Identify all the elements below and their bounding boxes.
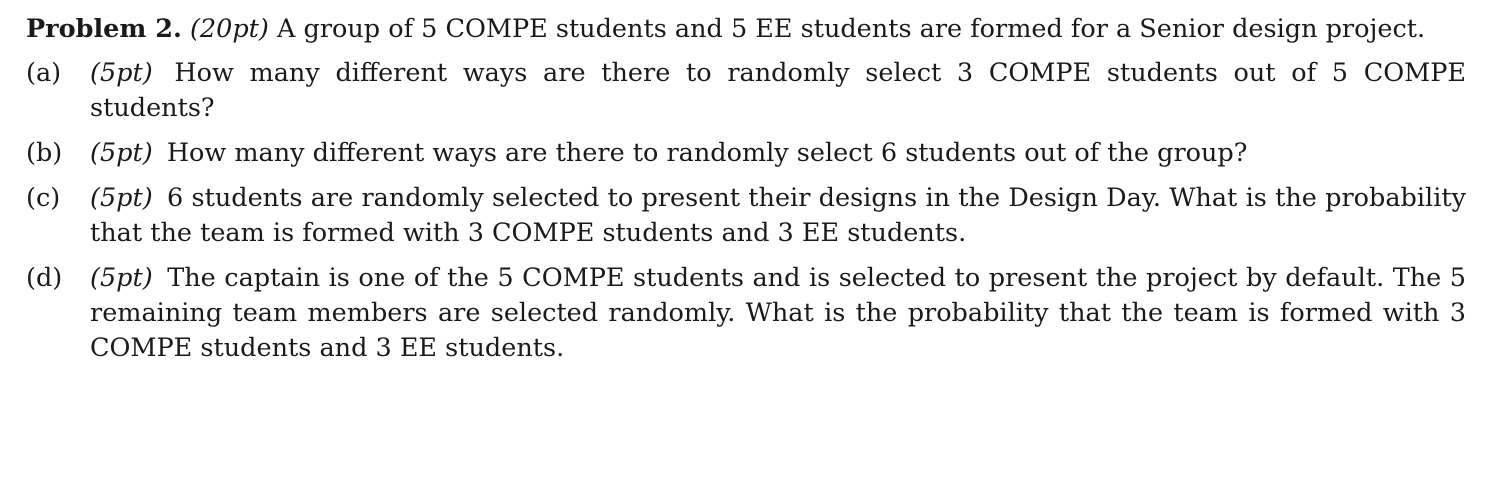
- problem-block: [26, 10, 1466, 376]
- part-points: (5pt): [90, 138, 153, 168]
- problem-parts: [26, 56, 1466, 366]
- problem-statement: A group of 5 COMPE students and 5 EE students are formed for a Senior design project.: [276, 14, 1426, 44]
- part-d: [26, 261, 1466, 366]
- part-points: (5pt): [90, 263, 153, 293]
- part-c: [26, 181, 1466, 251]
- part-a: [26, 56, 1466, 126]
- problem-label: Problem 2.: [26, 14, 182, 44]
- part-text: The captain is one of the 5 COMPE students and is selected to present the project by default. The 5 remaining team members are selected randomly. What is the probability that the team is formed with 3 COMPE students and 3 EE students.: [90, 263, 1466, 363]
- part-letter: (a): [26, 58, 62, 88]
- part-letter: (d): [26, 263, 63, 293]
- part-text: 6 students are randomly selected to present their designs in the Design Day. What is the probability that the team is formed with 3 COMPE students and 3 EE students.: [90, 183, 1466, 248]
- part-points: (5pt): [90, 58, 153, 88]
- part-text: How many different ways are there to randomly select 3 COMPE students out of 5 COMPE students?: [90, 58, 1466, 123]
- problem-points: (20pt): [189, 14, 269, 44]
- part-b: [26, 136, 1466, 171]
- part-text: How many different ways are there to randomly select 6 students out of the group?: [166, 138, 1248, 168]
- problem-heading: [26, 10, 1466, 48]
- part-points: (5pt): [90, 183, 153, 213]
- part-letter: (b): [26, 138, 63, 168]
- part-letter: (c): [26, 183, 61, 213]
